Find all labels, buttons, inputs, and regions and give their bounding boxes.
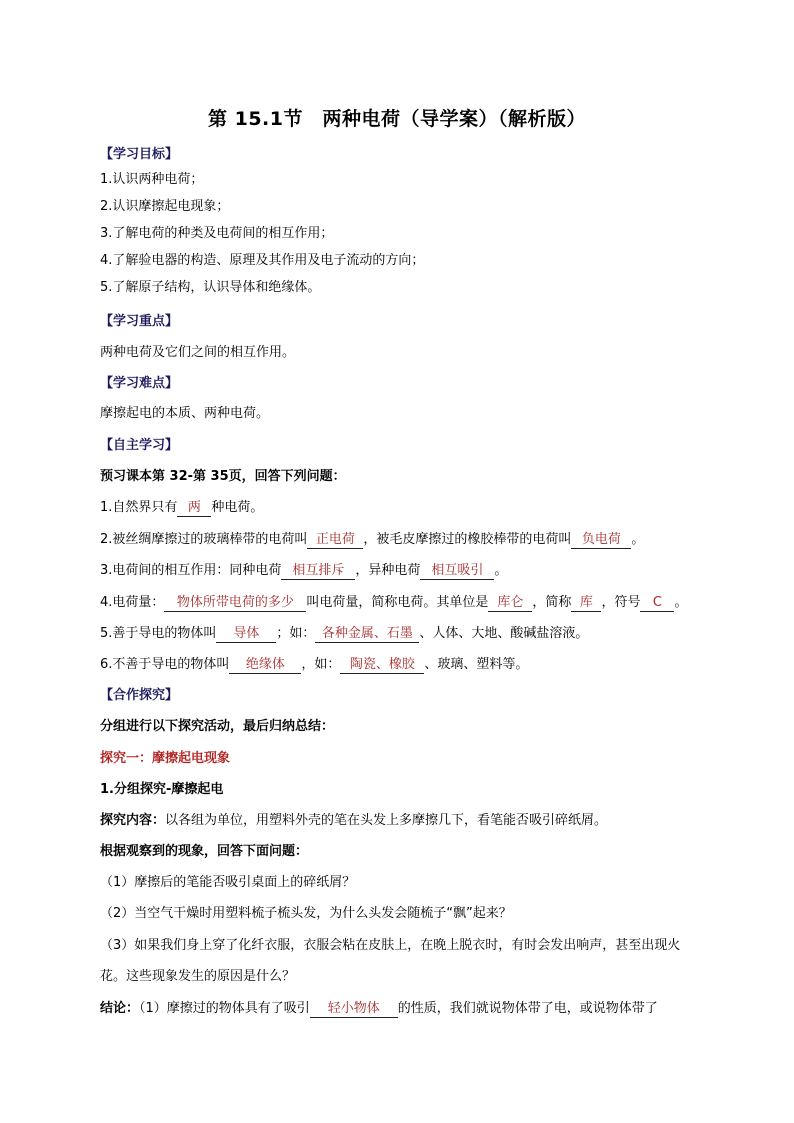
answer-blank: 库 bbox=[571, 595, 601, 612]
question-4-text-mid2: ，简称 bbox=[532, 595, 572, 610]
key-points-text: 两种电荷及它们之间的相互作用。 bbox=[100, 345, 296, 360]
explore-1-subtitle: 1.分组探究-摩擦起电 bbox=[100, 782, 224, 797]
explore-question-3a: （3）如果我们身上穿了化纤衣服，衣服会粘在皮肤上，在晚上脱衣时，有时会发出响声，甚至出现火 bbox=[100, 938, 681, 953]
difficulties-heading: 【学习难点】 bbox=[100, 376, 179, 391]
goal-item-1: 1.认识两种电荷； bbox=[100, 172, 204, 187]
question-6-text: 6.不善于导电的物体叫 bbox=[100, 657, 230, 672]
page-title: 第 15.1节 两种电荷（导学案）（解析版） bbox=[208, 108, 586, 130]
explore-1-title: 探究一：摩擦起电现象 bbox=[100, 751, 231, 766]
question-4 bbox=[100, 593, 740, 613]
answer-blank: 两 bbox=[177, 500, 211, 517]
question-4-text: 4.电荷量： bbox=[100, 595, 165, 610]
answer-blank: 负电荷 bbox=[571, 532, 631, 549]
difficulties-text: 摩擦起电的本质、两种电荷。 bbox=[100, 406, 270, 421]
explore-content-text: 以各组为单位，用塑料外壳的笔在头发上多摩擦几下，看笔能否吸引碎纸屑。 bbox=[165, 813, 608, 828]
conclusion-label: 结论： bbox=[100, 1001, 140, 1016]
explore-content bbox=[100, 811, 740, 831]
question-2-text-end: 。 bbox=[631, 532, 645, 547]
goal-item-3: 3.了解电荷的种类及电荷间的相互作用； bbox=[100, 226, 334, 241]
question-3-text: 3.电荷间的相互作用：同种电荷 bbox=[100, 563, 282, 578]
question-2-text-mid: ，被毛皮摩擦过的橡胶棒带的电荷叫 bbox=[363, 532, 572, 547]
observe-intro: 根据观察到的现象，回答下面问题： bbox=[100, 844, 309, 859]
goal-item-5: 5.了解原子结构，认识导体和绝缘体。 bbox=[100, 280, 321, 295]
question-1 bbox=[100, 498, 740, 518]
answer-blank: 绝缘体 bbox=[229, 657, 301, 674]
question-6-text-mid: ，如： bbox=[301, 657, 341, 672]
conclusion bbox=[100, 999, 740, 1019]
question-5-text: 5.善于导电的物体叫 bbox=[100, 626, 217, 641]
question-5-text-end: 、人体、大地、酸碱盐溶液。 bbox=[419, 626, 589, 641]
question-5 bbox=[100, 624, 740, 644]
answer-blank: 库仑 bbox=[488, 595, 532, 612]
answer-blank: 导体 bbox=[216, 626, 276, 643]
question-2-text: 2.被丝绸摩擦过的玻璃棒带的电荷叫 bbox=[100, 532, 308, 547]
question-1-text-end: 种电荷。 bbox=[211, 500, 264, 515]
self-study-heading: 【自主学习】 bbox=[100, 438, 179, 453]
answer-blank: 相互吸引 bbox=[420, 563, 494, 580]
conclusion-text: （1）摩擦过的物体具有了吸引 bbox=[139, 1001, 310, 1016]
question-4-text-end: 。 bbox=[674, 595, 688, 610]
cooperative-intro: 分组进行以下探究活动，最后归纳总结： bbox=[100, 719, 335, 734]
conclusion-text-end: 的性质，我们就说物体带了电，或说物体带了 bbox=[397, 1001, 658, 1016]
goals-heading: 【学习目标】 bbox=[100, 147, 179, 162]
question-2 bbox=[100, 530, 740, 550]
question-5-text-mid: ；如： bbox=[276, 626, 316, 641]
explore-question-3b: 花。这些现象发生的原因是什么？ bbox=[100, 969, 296, 984]
explore-question-1: （1）摩擦后的笔能否吸引桌面上的碎纸屑？ bbox=[100, 875, 356, 890]
question-6 bbox=[100, 655, 740, 675]
key-points-heading: 【学习重点】 bbox=[100, 314, 179, 329]
goal-item-2: 2.认识摩擦起电现象； bbox=[100, 199, 230, 214]
answer-blank: 正电荷 bbox=[307, 532, 363, 549]
question-3-text-end: 。 bbox=[494, 563, 508, 578]
question-4-text-mid3: ，符号 bbox=[601, 595, 641, 610]
question-4-text-mid: 叫电荷量，简称电荷。其单位是 bbox=[306, 595, 489, 610]
explore-content-label: 探究内容： bbox=[100, 813, 166, 828]
answer-blank: 陶瓷、橡胶 bbox=[340, 657, 424, 674]
answer-blank: 物体所带电荷的多少 bbox=[164, 595, 306, 612]
self-study-intro: 预习课本第 32-第 35页，回答下列问题： bbox=[100, 469, 346, 484]
question-1-text: 1.自然界只有 bbox=[100, 500, 178, 515]
explore-question-2: （2）当空气干燥时用塑料梳子梳头发，为什么头发会随梳子“飘”起来？ bbox=[100, 906, 512, 921]
answer-blank: 相互排斥 bbox=[281, 563, 355, 580]
question-3 bbox=[100, 561, 740, 581]
question-6-text-end: 、玻璃、塑料等。 bbox=[424, 657, 529, 672]
answer-blank: C bbox=[640, 595, 674, 612]
cooperative-heading: 【合作探究】 bbox=[100, 688, 179, 703]
question-3-text-mid: ，异种电荷 bbox=[355, 563, 421, 578]
answer-blank: 轻小物体 bbox=[310, 1001, 398, 1018]
answer-blank: 各种金属、石墨 bbox=[315, 626, 419, 643]
goal-item-4: 4.了解验电器的构造、原理及其作用及电子流动的方向； bbox=[100, 253, 425, 268]
